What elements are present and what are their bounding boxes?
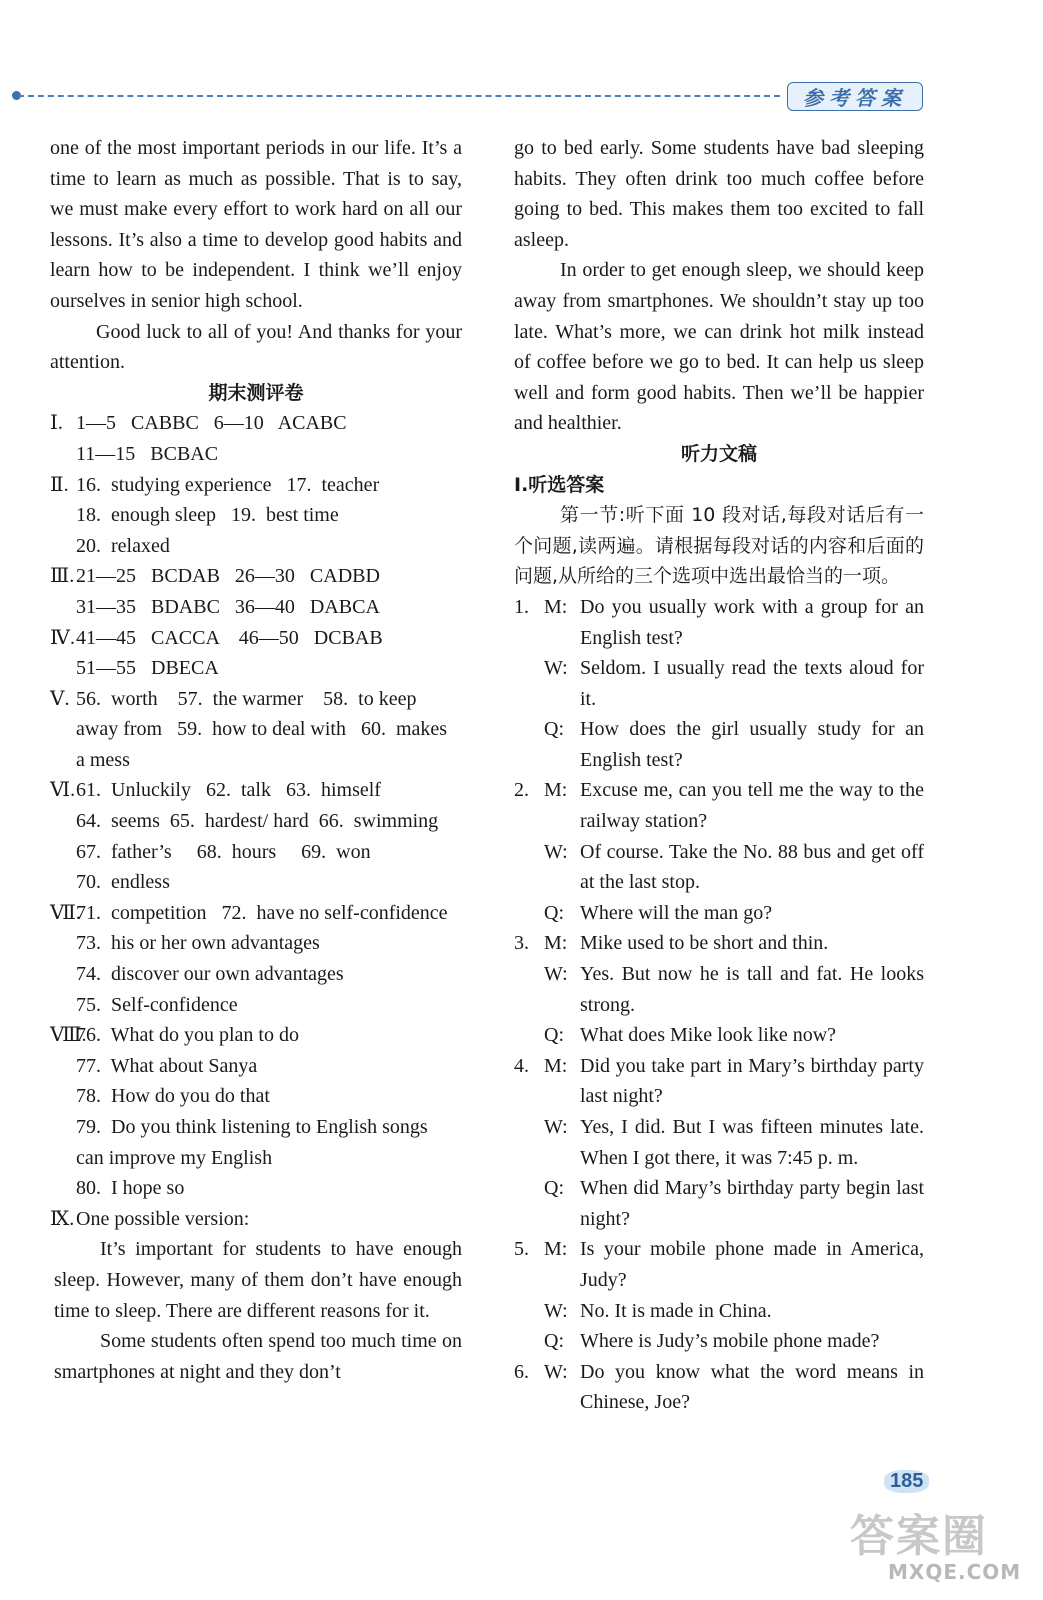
answer-line — [50, 408, 462, 439]
answer-text: 31—35 BDABC 36—40 DABCA — [76, 595, 380, 618]
watermark-logo: 答案圈 — [850, 1511, 988, 1562]
intro-paragraph-2: Good luck to all of you! And thanks for your attention. — [50, 320, 462, 374]
dialogue-number — [514, 959, 544, 1020]
dialogue-text: Is your mobile phone made in America, Judy? — [580, 1238, 924, 1291]
answer-text: 77. What about Sanya — [76, 1054, 258, 1077]
dialogue-line — [514, 898, 924, 929]
answer-text: 75. Self-confidence — [76, 993, 238, 1016]
answer-text: 11—15 BCBAC — [76, 442, 219, 465]
answer-line — [50, 898, 462, 929]
answer-text: 67. father’s 68. hours 69. won — [76, 840, 371, 863]
answer-line — [50, 990, 462, 1021]
answer-text: 76. What do you plan to do — [76, 1024, 299, 1047]
dialogue-line — [514, 653, 924, 714]
section-number: Ⅷ. — [50, 1024, 87, 1047]
answer-text: a mess — [76, 748, 130, 771]
answer-line — [50, 1051, 462, 1082]
listening-title: 听力文稿 — [680, 442, 757, 465]
dialogue-line — [514, 1173, 924, 1234]
section-number — [50, 500, 76, 531]
header-badge: 参考答案 — [787, 82, 923, 111]
answer-line — [50, 1112, 462, 1143]
answer-line — [50, 1020, 462, 1051]
speaker-label: W: — [544, 657, 568, 680]
answer-text: 56. worth 57. the warmer 58. to keep — [76, 687, 417, 710]
section-number — [50, 959, 76, 990]
dialogue-text: When did Mary’s birthday party begin last night? — [580, 1177, 924, 1230]
speaker-label: Q: — [544, 718, 564, 741]
dialogue-number — [514, 1173, 544, 1234]
dialogue-number — [514, 1326, 544, 1357]
dialogue-text: Where is Judy’s mobile phone made? — [580, 1330, 880, 1353]
answer-line — [50, 775, 462, 806]
dialogue-text: Seldom. I usually read the texts aloud for it. — [580, 657, 924, 710]
dialogue-line — [514, 714, 924, 775]
dialogue-number: 6. — [514, 1360, 529, 1383]
answer-line — [50, 653, 462, 684]
speaker-label: W: — [544, 963, 568, 986]
speaker-label: M: — [544, 779, 568, 802]
dialogue-text: Mike used to be short and thin. — [580, 932, 829, 955]
answer-text: 70. endless — [76, 871, 170, 894]
dialogue-text: Where will the man go? — [580, 901, 773, 924]
answer-text: 73. his or her own advantages — [76, 932, 320, 955]
dialogue-number — [514, 1020, 544, 1051]
answer-line — [50, 470, 462, 501]
speaker-label: W: — [544, 1299, 568, 1322]
section-number — [50, 867, 76, 898]
dialogue-line — [514, 1020, 924, 1051]
answer-key — [50, 408, 462, 1234]
answer-line — [50, 837, 462, 868]
section-number: Ⅱ. — [50, 473, 69, 496]
section-number: Ⅸ. — [50, 1207, 75, 1230]
section-number: Ⅴ. — [50, 687, 70, 710]
dialogue-text: How does the girl usually study for an English test? — [580, 718, 924, 771]
dialogue-number — [514, 837, 544, 898]
section-number — [50, 928, 76, 959]
dialogue-text: Do you know what the word means in Chinese, Joe? — [580, 1360, 924, 1414]
section-title: Ⅰ.听选答案 — [514, 473, 605, 496]
essay-continuation-2: In order to get enough sleep, we should keep away from smartphones. We shouldn’t stay up too late. What’s more, we can drink hot milk instead of coffee before we go to bed. It can help us sleep well and form good habits. Then we’ll be happier and healthier. — [514, 259, 924, 435]
dialogue-number — [514, 653, 544, 714]
test-title: 期末测评卷 — [208, 381, 304, 404]
section-number — [50, 1051, 76, 1082]
dialogue-text: Do you usually work with a group for an English test? — [580, 595, 924, 649]
answer-text: 80. I hope so — [76, 1177, 185, 1200]
answer-line — [50, 745, 462, 776]
speaker-label: Q: — [544, 1024, 564, 1047]
section-number — [50, 1112, 76, 1143]
answer-line — [50, 439, 462, 470]
speaker-label: Q: — [544, 901, 564, 924]
dialogue-line — [514, 1051, 924, 1112]
answer-text: 20. relaxed — [76, 534, 170, 557]
essay-paragraph-1: It’s important for students to have enough sleep. However, many of them don’t have enough time to sleep. There are different reasons for it. — [54, 1238, 462, 1322]
speaker-label: Q: — [544, 1330, 564, 1353]
dialogue-line — [514, 1357, 924, 1418]
dialogue-number: 2. — [514, 779, 529, 802]
speaker-label: M: — [544, 1238, 568, 1261]
dialogue-number: 3. — [514, 932, 529, 955]
section-number — [50, 745, 76, 776]
dialogue-number — [514, 1296, 544, 1327]
dialogue-text: Excuse me, can you tell me the way to the railway station? — [580, 779, 924, 833]
answer-text: 41—45 CACCA 46—50 DCBAB — [76, 626, 383, 649]
dialogue-text: No. It is made in China. — [580, 1299, 772, 1322]
answer-text: can improve my English — [76, 1146, 273, 1169]
answer-line — [50, 806, 462, 837]
speaker-label: M: — [544, 1054, 568, 1077]
dialogue-number — [514, 898, 544, 929]
dialogue-line — [514, 959, 924, 1020]
section-number — [50, 1081, 76, 1112]
section-number: Ⅶ. — [50, 901, 81, 924]
answer-text: 79. Do you think listening to English songs — [76, 1116, 428, 1138]
section-number — [50, 990, 76, 1021]
dialogue-text: Yes. But now he is tall and fat. He looks strong. — [580, 963, 924, 1016]
header-dashed-line — [18, 95, 780, 97]
answer-line — [50, 561, 462, 592]
answer-text: 18. enough sleep 19. best time — [76, 504, 339, 527]
section-number — [50, 439, 76, 470]
intro-paragraph-1: one of the most important periods in our life. It’s a time to learn as much as possible. That is to say, we must make every effort to work hard on all our lessons. It’s also a time to develop good habits and learn how to be independent. I think we’ll enjoy ourselves in senior high school. — [50, 137, 462, 312]
section-number: Ⅲ. — [50, 565, 75, 588]
dialogue-text: What does Mike look like now? — [580, 1024, 837, 1047]
answer-line — [50, 867, 462, 898]
dialogue-line — [514, 837, 924, 898]
section-number — [50, 1143, 76, 1174]
dialogue-line — [514, 775, 924, 836]
watermark-url: MXQE.COM — [888, 1560, 1022, 1584]
answer-text: One possible version: — [76, 1207, 250, 1230]
section-number — [50, 1173, 76, 1204]
section-number — [50, 806, 76, 837]
answer-line — [50, 1081, 462, 1112]
dialogue-number — [514, 1112, 544, 1173]
answer-text: 71. competition 72. have no self-confidence — [76, 901, 448, 924]
answer-text: 21—25 BCDAB 26—30 CADBD — [76, 565, 380, 588]
answer-line — [50, 1143, 462, 1174]
dialogue-number: 1. — [514, 595, 529, 618]
answer-line — [50, 1204, 462, 1235]
answer-line — [50, 623, 462, 654]
answer-text: 78. How do you do that — [76, 1085, 270, 1108]
section-instructions: 第一节:听下面 10 段对话,每段对话后有一个问题,读两遍。请根据每段对话的内容和后面的问题,从所给的三个选项中选出最恰当的一项。 — [514, 504, 924, 588]
speaker-label: W: — [544, 1116, 568, 1138]
answer-line — [50, 959, 462, 990]
answer-text: 16. studying experience 17. teacher — [76, 473, 380, 496]
answer-line — [50, 928, 462, 959]
section-number: Ⅵ. — [50, 779, 76, 802]
answer-line — [50, 531, 462, 562]
page-number: 185 — [884, 1470, 929, 1493]
section-number: Ⅰ. — [50, 412, 63, 435]
dialogue-line — [514, 1326, 924, 1357]
section-number — [50, 837, 76, 868]
dialogue-line — [514, 592, 924, 653]
answer-text: 61. Unluckily 62. talk 63. himself — [76, 779, 381, 802]
right-column — [514, 133, 924, 1418]
dialogue-text: Yes, I did. But I was fifteen minutes late. When I got there, it was 7:45 p. m. — [580, 1116, 924, 1169]
dialogue-number: 4. — [514, 1054, 529, 1077]
answer-line — [50, 500, 462, 531]
dialogue-line — [514, 1112, 924, 1173]
speaker-label: W: — [544, 1360, 568, 1383]
section-number — [50, 592, 76, 623]
answer-text: away from 59. how to deal with 60. makes — [76, 718, 448, 741]
dialogue-line — [514, 1296, 924, 1327]
dialogue-line — [514, 928, 924, 959]
section-number — [50, 653, 76, 684]
left-column — [50, 133, 462, 1387]
speaker-label: M: — [544, 595, 568, 618]
speaker-label: W: — [544, 840, 568, 863]
dialogue-text: Of course. Take the No. 88 bus and get off at the last stop. — [580, 840, 924, 894]
essay-paragraph-2: Some students often spend too much time on smartphones at night and they don’t — [54, 1330, 462, 1383]
answer-line — [50, 592, 462, 623]
section-number — [50, 714, 76, 745]
answer-line — [50, 684, 462, 715]
section-number: Ⅳ. — [50, 626, 75, 649]
speaker-label: Q: — [544, 1177, 564, 1200]
dialogue-number: 5. — [514, 1238, 529, 1261]
answer-text: 64. seems 65. hardest/ hard 66. swimming — [76, 810, 439, 833]
dialogue-list — [514, 592, 924, 1418]
dialogue-line — [514, 1234, 924, 1295]
speaker-label: M: — [544, 932, 568, 955]
answer-line — [50, 714, 462, 745]
answer-line — [50, 1173, 462, 1204]
section-number — [50, 531, 76, 562]
answer-text: 74. discover our own advantages — [76, 963, 344, 986]
dialogue-text: Did you take part in Mary’s birthday party last night? — [580, 1054, 924, 1108]
answer-text: 1—5 CABBC 6—10 ACABC — [76, 412, 347, 435]
answer-text: 51—55 DBECA — [76, 657, 219, 680]
essay-continuation-1: go to bed early. Some students have bad sleeping habits. They often drink too much coffee before going to bed. This makes them too excited to fall asleep. — [514, 137, 924, 251]
dialogue-number — [514, 714, 544, 775]
